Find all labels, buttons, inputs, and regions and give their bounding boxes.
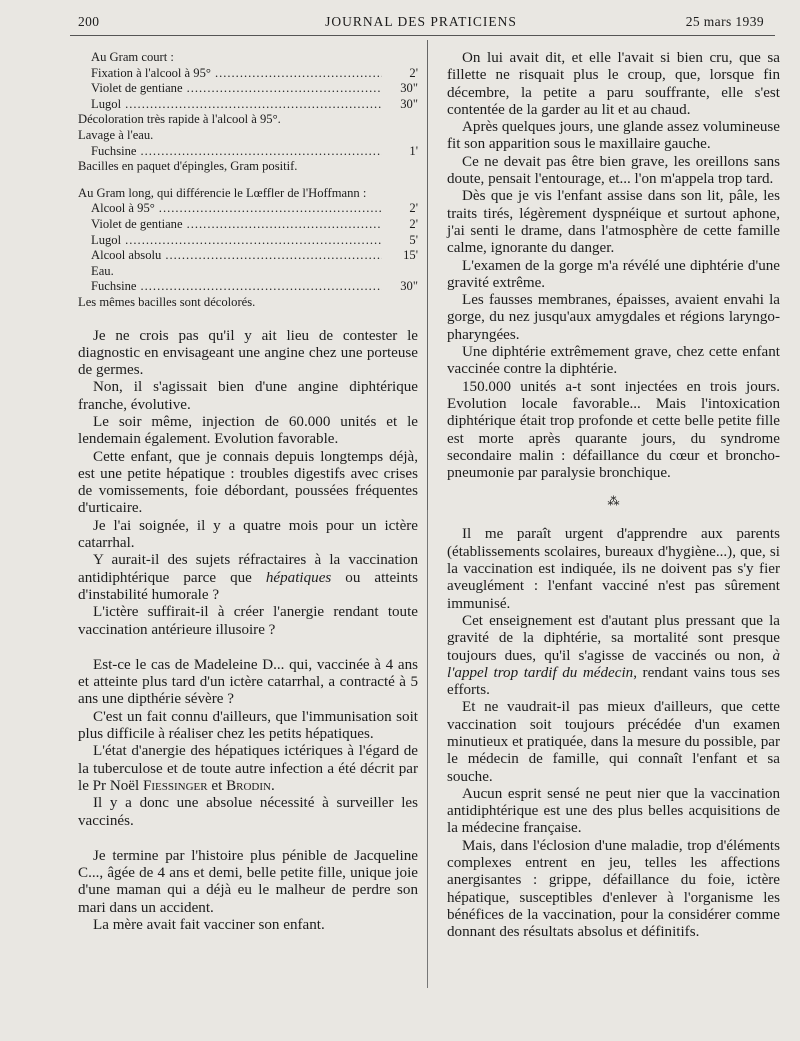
paragraph: Ce ne devait pas être bien grave, les oreillons sans doute, pensait l'entourage, et... l'on m'appela trop tard.	[447, 153, 780, 188]
gram-step: Alcool à 95° ..... 2'	[78, 201, 418, 217]
eau-line: Eau.	[91, 263, 114, 278]
gram-long-title: Au Gram long, qui différencie le Lœffler de l'Hoffmann :	[78, 185, 367, 200]
paragraph: Et ne vaudrait-il pas mieux d'ailleurs, que cette vaccination soit toujours précédée d'un examen minutieux et pratiquée, dans la mesure du possible, par le médecin de famille, qui connaît l'enfant et sa souche.	[447, 699, 780, 785]
paragraph: L'ictère suffirait-il à créer l'anergie rendant toute vaccination antérieure illusoire ?	[78, 604, 418, 638]
paragraph: Dès que je vis l'enfant assise dans son lit, pâle, les traits tirés, légèrement dyspnéique et surtout aphone, j'ai senti le drame, dans l'atmosphère de cette famille calme, ignorante du danger.	[447, 188, 780, 257]
left-column	[78, 50, 418, 934]
paragraph: L'examen de la gorge m'a révélé une diphtérie d'une gravité extrême.	[447, 257, 780, 291]
paragraph: Non, il s'agissait bien d'une angine diphtérique franche, évolutive.	[78, 379, 418, 413]
gram-step: Fuchsine ..... 1'	[78, 144, 418, 160]
right-body-text	[447, 50, 780, 942]
section-separator: ⁂	[607, 494, 620, 509]
gram-step: Fuchsine ..... 30"	[78, 279, 418, 295]
paragraph: Je termine par l'histoire plus pénible de Jacqueline C..., âgée de 4 ans et demi, belle petite fille, unique joie d'une maman qui a déjà eu le malheur de perdre son mari dans un accident.	[78, 847, 418, 916]
paragraph: La mère avait fait vacciner son enfant.	[93, 917, 325, 933]
gram-step: Violet de gentiane ..... 2'	[78, 217, 418, 233]
column-divider-lower	[427, 510, 428, 988]
paragraph: Aucun esprit sensé ne peut nier que la vaccination antidiphtérique est une des plus belles acquisitions de la médecine française.	[447, 785, 780, 837]
paragraph: Mais, dans l'éclosion d'une maladie, trop d'éléments complexes entrent en jeu, telles les affections anergisantes : grippe, défaillance du foie, ictère hépatique, susceptibles d'enlever à l'organisme les bénéfices de la vaccination, pour la considérer comme donnant des résultats absolus et définitifs.	[447, 837, 780, 941]
gram-long-block	[78, 186, 418, 311]
gram-court-title: Au Gram court :	[91, 50, 174, 64]
issue-date: 25 mars 1939	[685, 14, 764, 29]
journal-title: JOURNAL DES PRATICIENS	[325, 14, 517, 29]
gram-step: Fixation à l'alcool à 95° ..... 2'	[78, 66, 418, 82]
paragraph: On lui avait dit, et elle l'avait si bien cru, que sa fillette ne risquait plus le croup, que, lorsque fin décembre, la petite a paru souffrante, elle s'est contentée de la garder au lit et au chaud.	[447, 50, 780, 118]
paragraph: Cet enseignement est d'autant plus pressant que la gravité de la diphtérie, sa mortalité sont presque toujours dues, qu'il s'agisse de vaccinés ou non, à l'appel trop tardif du médecin, rendant vains tous ses efforts.	[447, 612, 780, 699]
paragraph: L'état d'anergie des hépatiques ictériques à l'égard de la tuberculose et de toute autre infection a été décrit par le Pr Noël Fiessinger et Brodin.	[78, 743, 418, 794]
paragraph: Une diphtérie extrêmement grave, chez cette enfant vaccinée contre la diphtérie.	[447, 344, 780, 378]
paragraph: Je l'ai soignée, il y a quatre mois pour un ictère catarrhal.	[78, 517, 418, 552]
paragraph: Il y a donc une absolue nécessité à surveiller les vaccinés.	[78, 795, 418, 829]
paragraph: Y aurait-il des sujets réfractaires à la vaccination antidiphtérique parce que hépatiques ou atteints d'instabilité humorale ?	[78, 552, 418, 603]
gram-long-result: Les mêmes bacilles sont décolorés.	[78, 294, 256, 309]
paragraph: Est-ce le cas de Madeleine D... qui, vaccinée à 4 ans et atteinte plus tard d'un ictère catarrhal, a contracté à 5 ans une dipthérie sévère ?	[78, 656, 418, 708]
decoloration-line: Décoloration très rapide à l'alcool à 95°.	[78, 112, 281, 127]
paragraph: Je ne crois pas qu'il y ait lieu de contester le diagnostic en envisageant une angine chez une porteuse de germes.	[78, 327, 418, 379]
gram-step: Violet de gentiane ..... 30"	[78, 81, 418, 97]
paragraph: Il me paraît urgent d'apprendre aux parents (établissements scolaires, bureaux d'hygiène...), que, si la vaccination est indiquée, ils ne doivent pas s'y fier aveuglément : l'enfant vacciné n'est pas sûrement immunisé.	[447, 526, 780, 612]
paragraph: Les fausses membranes, épaisses, avaient envahi la gorge, du nez jusqu'aux amygdales et régions laryngo-pharyngées.	[447, 292, 780, 343]
paragraph: C'est un fait connu d'ailleurs, que l'immunisation soit plus difficile à réaliser chez les petits hépatiques.	[78, 708, 418, 743]
gram-step: Lugol ..... 5'	[78, 233, 418, 249]
gram-court-block	[78, 50, 418, 175]
gram-step: Lugol ..... 30"	[78, 97, 418, 113]
page-header	[78, 14, 764, 36]
paragraph: Le soir même, injection de 60.000 unités et le lendemain également. Evolution favorable.	[78, 413, 418, 448]
column-divider	[427, 40, 428, 520]
page-number: 200	[78, 14, 100, 29]
left-body-text	[78, 328, 418, 935]
right-column	[447, 50, 780, 942]
paragraph: Après quelques jours, une glande assez volumineuse fit son apparition sous le maxillaire gauche.	[447, 119, 780, 153]
paragraph: Cette enfant, que je connais depuis longtemps déjà, est une petite hépatique : troubles digestifs avec crises de vomissements, foie débordant, poussées fréquentes d'urticaire.	[78, 448, 418, 517]
header-rule	[70, 35, 775, 36]
gram-court-result: Bacilles en paquet d'épingles, Gram positif.	[78, 159, 298, 174]
gram-step: Alcool absolu ..... 15'	[78, 248, 418, 264]
paragraph: 150.000 unités a-t sont injectées en trois jours. Evolution locale favorable... Mais l'intoxication diphtérique était trop profonde et cette belle petite fille est morte après quarante jours, du syndrome secondaire malin : défaillance du cœur et broncho-pneumonie par paralysie bronchique.	[447, 378, 780, 482]
lavage-line: Lavage à l'eau.	[78, 127, 154, 142]
